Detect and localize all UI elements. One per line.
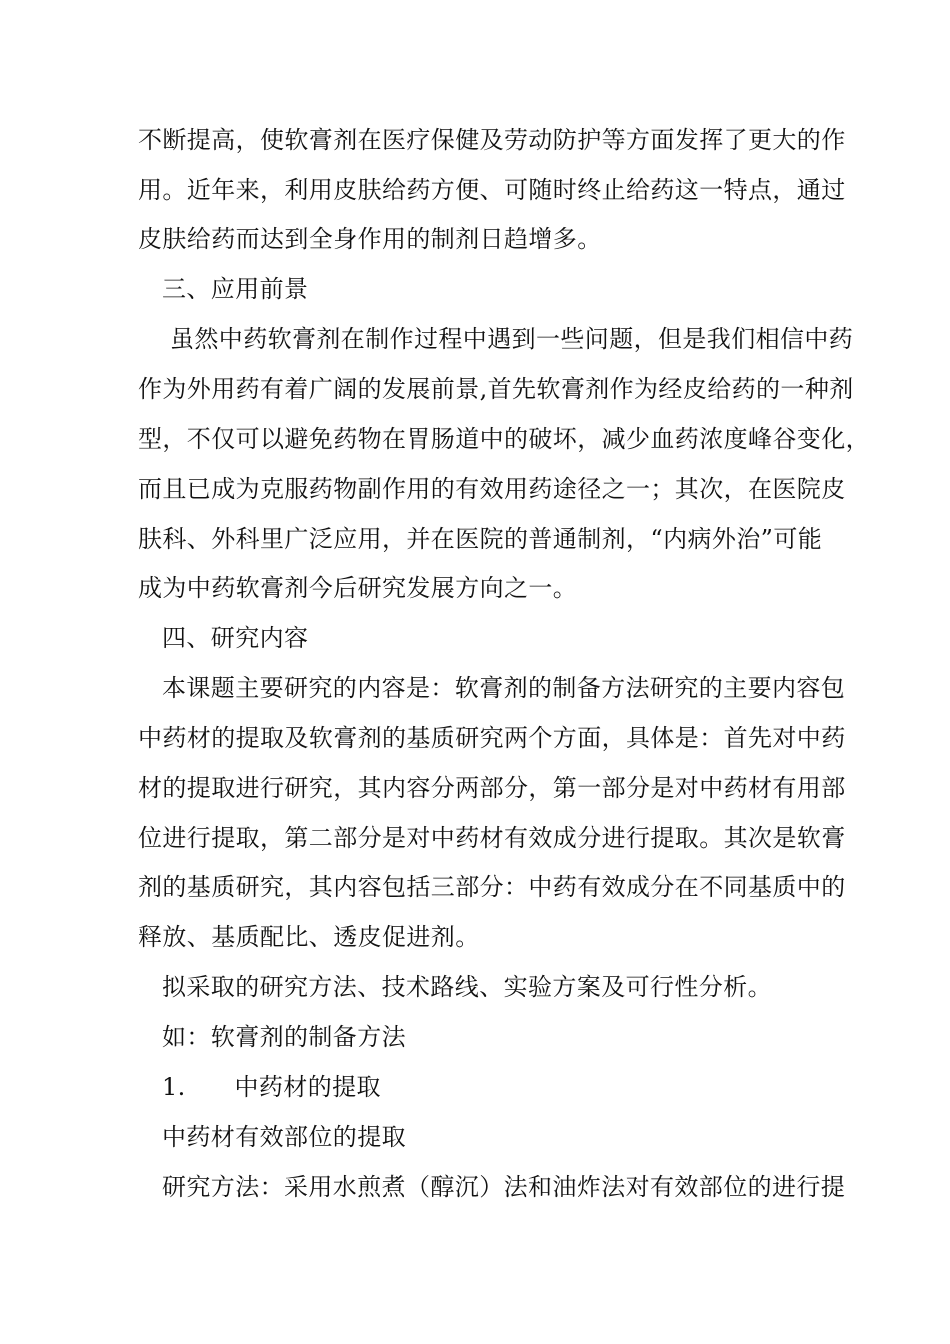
section-heading-4: 四、研究内容 [162,624,309,652]
paragraph-line: 拟采取的研究方法、技术路线、实验方案及可行性分析。 [162,973,772,1001]
paragraph-line: 释放、基质配比、透皮促进剂。 [138,923,480,951]
paragraph-line: 本课题主要研究的内容是：软膏剂的制备方法研究的主要内容包 [162,674,846,702]
paragraph-line: 虽然中药软膏剂在制作过程中遇到一些问题，但是我们相信中药 [170,325,854,353]
paragraph-line: 如：软膏剂的制备方法 [162,1023,406,1051]
paragraph-line: 作为外用药有着广阔的发展前景,首先软膏剂作为经皮给药的一种剂 [138,375,854,403]
paragraph-line: 中药材的提取及软膏剂的基质研究两个方面，具体是：首先对中药 [138,724,846,752]
paragraph-line: 剂的基质研究，其内容包括三部分：中药有效成分在不同基质中的 [138,873,846,901]
paragraph-line: 材的提取进行研究，其内容分两部分，第一部分是对中药材有用部 [138,774,846,802]
paragraph-line: 不断提高，使软膏剂在医疗保健及劳动防护等方面发挥了更大的作 [138,126,846,154]
paragraph-line: 研究方法：采用水煎煮（醇沉）法和油炸法对有效部位的进行提 [162,1173,846,1201]
paragraph-line: 位进行提取，第二部分是对中药材有效成分进行提取。其次是软膏 [138,824,846,852]
paragraph-line: 成为中药软膏剂今后研究发展方向之一。 [138,574,578,602]
paragraph-line: 用。近年来，利用皮肤给药方便、可随时终止给药这一特点，通过 [138,176,846,204]
paragraph-line: 中药材有效部位的提取 [162,1123,406,1151]
section-heading-3: 三、应用前景 [162,275,309,303]
paragraph-line: 皮肤给药而达到全身作用的制剂日趋增多。 [138,225,602,253]
numbered-item: 1. 中药材的提取 [162,1073,381,1101]
paragraph-line: 型，不仅可以避免药物在胃肠道中的破坏，减少血药浓度峰谷变化， [138,425,870,453]
paragraph-line: 而且已成为克服药物副作用的有效用药途径之一；其次，在医院皮 [138,475,846,503]
paragraph-line: 肤科、外科里广泛应用，并在医院的普通制剂，“内病外治”可能 [138,525,823,553]
